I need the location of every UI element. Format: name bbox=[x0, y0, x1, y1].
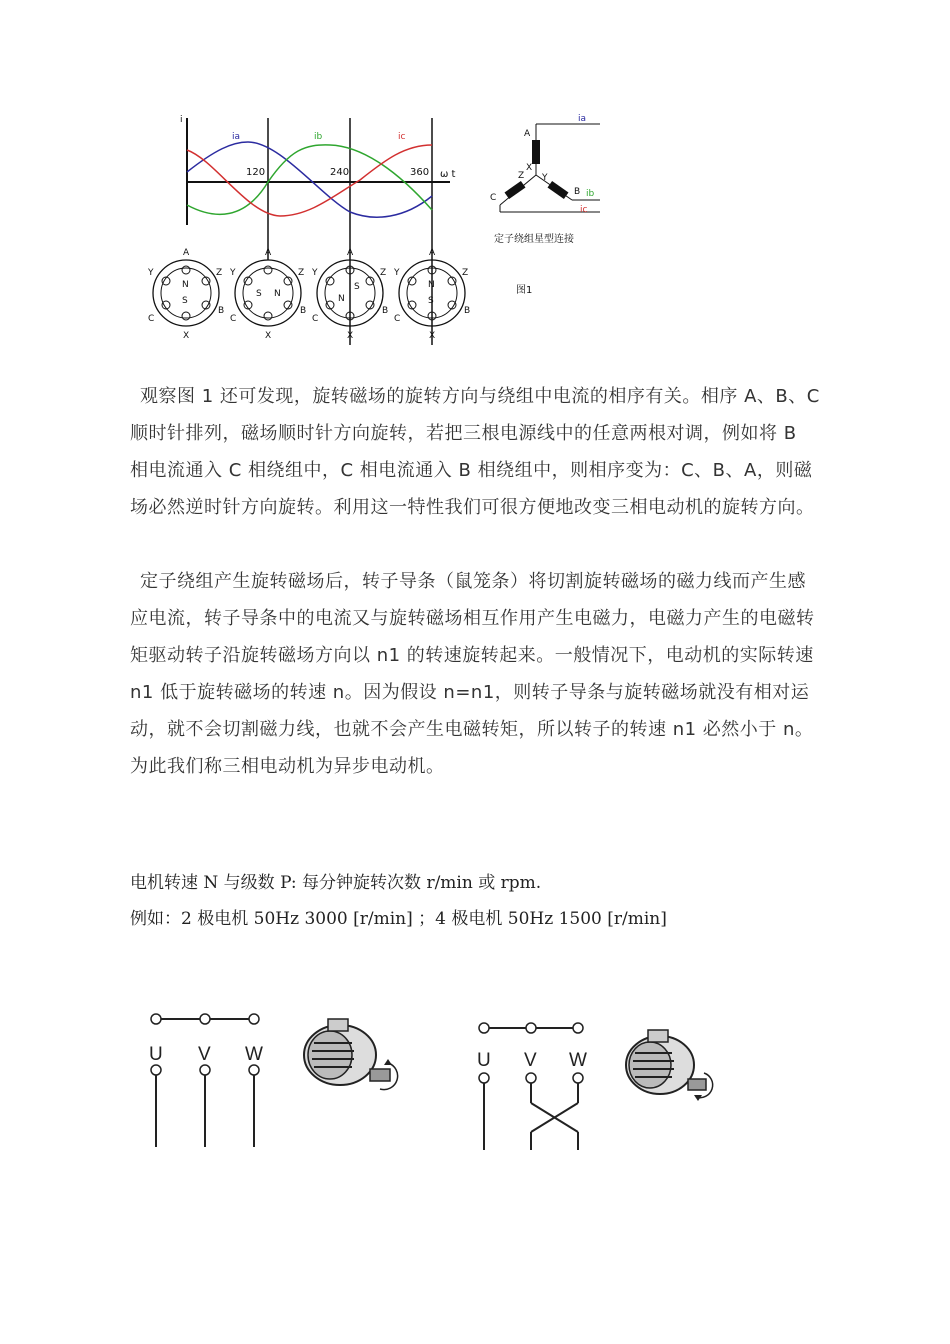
stator1-S: S bbox=[182, 296, 188, 306]
tick-360: 360 bbox=[410, 167, 430, 178]
stator4-B: B bbox=[464, 306, 471, 316]
series-label-ib: ib bbox=[314, 132, 323, 142]
star-X: X bbox=[526, 163, 533, 173]
wave-ia bbox=[187, 142, 432, 217]
series-label-ic: ic bbox=[398, 132, 406, 142]
stator2-Z: Z bbox=[298, 268, 305, 278]
right-W: W bbox=[569, 1050, 587, 1071]
stator2-S: S bbox=[256, 289, 262, 299]
stator3-B: B bbox=[382, 306, 389, 316]
star-C: C bbox=[490, 193, 497, 203]
star-connection-diagram bbox=[490, 114, 600, 245]
tick-240: 240 bbox=[330, 167, 350, 178]
stator3-A: A bbox=[347, 248, 354, 258]
stator1-Y: Y bbox=[148, 268, 154, 278]
paragraph-1-text: 观察图 1 还可发现，旋转磁场的旋转方向与绕组中电流的相序有关。相序 A、B、C 顺时针排列，磁场顺时针方向旋转，若把三根电源线中的任意两根对调，例如将 B 相电流通入 C 相绕组中，C 相电流通入 B 相绕组中，则相序变为：C、B、A，则磁场必然逆时针方向旋转。利用这一特性我们可很方便地改变三相电动机的旋转方向。 bbox=[130, 386, 820, 518]
stator3-X: X bbox=[347, 331, 354, 341]
example-line: 例如：2 极电机 50Hz 3000 [r/min] ；4 极电机 50Hz 1500 [r/min] bbox=[130, 909, 667, 929]
stator3-N: N bbox=[338, 294, 345, 304]
axis-i-label: i bbox=[180, 115, 183, 125]
stator2-A: A bbox=[265, 248, 272, 258]
stator3-Z: Z bbox=[380, 268, 387, 278]
stator1-B: B bbox=[218, 306, 225, 316]
right-U: U bbox=[477, 1050, 491, 1071]
stator4-S: S bbox=[428, 296, 434, 306]
stator1-Z: Z bbox=[216, 268, 223, 278]
stator3-Y: Y bbox=[312, 268, 318, 278]
series-label-ia: ia bbox=[232, 132, 241, 142]
star-A: A bbox=[524, 129, 531, 139]
stator4-Y: Y bbox=[394, 268, 400, 278]
stator-diagram-2 bbox=[229, 248, 306, 341]
stator2-C: C bbox=[230, 314, 237, 324]
stator2-B: B bbox=[300, 306, 307, 316]
star-Z: Z bbox=[518, 171, 525, 181]
star-line-ic: ic bbox=[580, 205, 588, 215]
left-V: V bbox=[198, 1044, 211, 1065]
wave-ic bbox=[187, 145, 432, 216]
stator1-C: C bbox=[148, 314, 155, 324]
star-line-ia: ia bbox=[578, 114, 587, 124]
stator4-C: C bbox=[394, 314, 401, 324]
stator2-Y: Y bbox=[230, 268, 236, 278]
star-title: 定子绕组星型连接 bbox=[494, 234, 574, 245]
figure-2-motor-wiring bbox=[0, 990, 950, 1190]
star-line-ib: ib bbox=[586, 189, 595, 199]
right-V: V bbox=[524, 1050, 537, 1071]
stator4-Z: Z bbox=[462, 268, 469, 278]
tick-120: 120 bbox=[246, 167, 266, 178]
wiring-swapped bbox=[477, 1023, 587, 1150]
left-U: U bbox=[149, 1044, 163, 1065]
stator1-N: N bbox=[182, 280, 189, 290]
stator1-X: X bbox=[183, 331, 190, 341]
star-B: B bbox=[574, 187, 581, 197]
wiring-direct bbox=[149, 1014, 263, 1147]
stator4-A: A bbox=[429, 248, 436, 258]
speed-line: 电机转速 N 与级数 P: 每分钟旋转次数 r/min 或 rpm. bbox=[130, 873, 542, 893]
left-W: W bbox=[245, 1044, 263, 1065]
motor-icon-clockwise bbox=[304, 1019, 398, 1090]
stator4-N: N bbox=[428, 280, 435, 290]
figure-caption: 图1 bbox=[516, 285, 533, 296]
stator2-N: N bbox=[274, 289, 281, 299]
paragraph-1 bbox=[130, 378, 820, 526]
stator3-S: S bbox=[354, 282, 360, 292]
stator1-A: A bbox=[183, 248, 190, 258]
paragraph-2-text: 定子绕组产生旋转磁场后，转子导条（鼠笼条）将切割旋转磁场的磁力线而产生感应电流，转子导条中的电流又与旋转磁场相互作用产生电磁力，电磁力产生的电磁转矩驱动转子沿旋转磁场方向以 n1 的转速旋转起来。一般情况下，电动机的实际转速 n1 低于旋转磁场的转速 n。因为假设 n=n1，则转子导条与旋转磁场就没有相对运动，就不会切割磁力线，也就不会产生电磁转矩，所以转子的转速 n1 必然小于 n。为此我们称三相电动机为异步电动机。 bbox=[130, 571, 815, 777]
paragraph-2 bbox=[130, 563, 820, 785]
stator2-X: X bbox=[265, 331, 272, 341]
stator4-X: X bbox=[429, 331, 436, 341]
star-Y: Y bbox=[542, 173, 548, 183]
axis-wt-label: ω t bbox=[440, 169, 456, 180]
motor-icon-counterclockwise bbox=[626, 1030, 713, 1101]
stator3-C: C bbox=[312, 314, 319, 324]
stator-diagram-1 bbox=[147, 248, 224, 341]
figure-1 bbox=[0, 0, 950, 360]
